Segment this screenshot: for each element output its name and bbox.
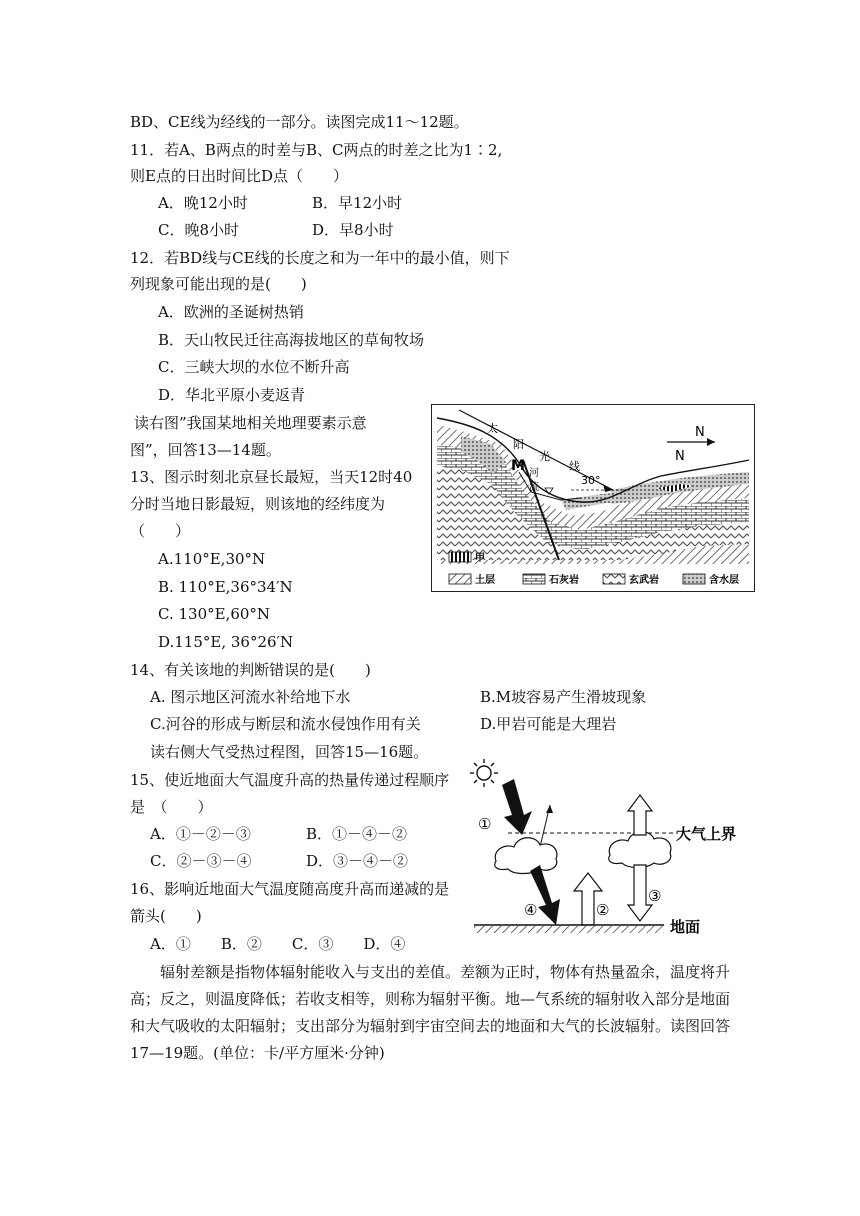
legend-soil-label: 土层	[475, 575, 495, 586]
q16-stem-line1: 16、影响近地面大气温度随高度升高而递减的是	[130, 880, 450, 898]
q15-option-c: C．②－③－④	[150, 852, 252, 870]
q11-option-b: B．早12小时	[312, 194, 403, 212]
q13-stem-line2: 分时当地日影最短，则该地的经纬度为	[130, 495, 386, 513]
q15-option-a: A．①－②－③	[150, 825, 251, 843]
q11-option-c: C．晚8小时	[158, 221, 240, 239]
legend-basalt-label: 玄武岩	[629, 575, 659, 586]
paragraph-line1: 辐射差额是指物体辐射能收入与支出的差值。差额为正时，物体有热量盈余，温度将升	[160, 963, 731, 981]
q12-stem-line2: 列现象可能出现的是( )	[130, 275, 307, 293]
legend-aquifer-label: 含水层	[709, 575, 739, 586]
legend-jia-label: 甲	[475, 553, 485, 564]
paragraph-line3: 和大气吸收的太阳辐射；支出部分为辐射到宇宙空间去的地面和大气的长波辐射。读图回答	[130, 1017, 731, 1035]
arrow-1-solar	[502, 779, 532, 835]
sun-ray-char-3: 光	[539, 450, 550, 463]
legend-aquifer-swatch	[683, 574, 705, 584]
ground-label: 地面	[670, 918, 701, 936]
q12-option-a: A．欧洲的圣诞树热销	[158, 303, 304, 321]
legend-basalt-swatch	[603, 574, 625, 584]
read2-line: 读右侧大气受热过程图，回答15—16题。	[150, 743, 429, 761]
river-char-2: 流	[529, 482, 539, 493]
ground-hatch	[474, 926, 664, 933]
legend-soil-swatch	[449, 574, 471, 584]
q14-option-a: A. 图示地区河流水补给地下水	[150, 688, 351, 706]
intro-line: BD、CE线为经线的一部分。读图完成11～12题。	[130, 113, 469, 131]
q16-stem-line2: 箭头( )	[130, 907, 202, 925]
q11-stem-line2: 则E点的日出时间比D点（ ）	[130, 167, 348, 185]
legend-limestone-label: 石灰岩	[549, 575, 579, 586]
north-label-2: N	[675, 449, 685, 464]
cloud-right-icon	[609, 832, 671, 868]
paragraph-line4: 17—19题。(单位：卡/平方厘米·分钟)	[130, 1044, 385, 1062]
sun-ray-char-1: 太	[487, 422, 498, 435]
q11-stem-line1: 11．若A、B两点的时差与B、C两点的时差之比为1∶2,	[130, 141, 503, 159]
legend-jia-swatch	[449, 552, 471, 562]
q15-stem-line2: 是 （ ）	[130, 798, 213, 816]
read1-line1: 读右图”我国某地相关地理要素示意	[134, 414, 367, 432]
slope-m-label: M	[511, 458, 525, 474]
q15-option-d: D．③－④－②	[306, 852, 409, 870]
arrow-3-up	[628, 795, 652, 835]
sun-ray-char-2: 阳	[513, 438, 524, 451]
q11-option-a: A．晚12小时	[158, 194, 248, 212]
q13-option-d: D.115°E, 36°26′N	[158, 633, 294, 651]
q13-stem-line1: 13、图示时刻北京昼长最短，当天12时40	[130, 468, 413, 486]
legend-limestone-swatch	[523, 574, 545, 584]
arrow-3-label: ③	[648, 887, 662, 905]
atmosphere-heating-figure	[468, 755, 768, 940]
atmosphere-top-label: 大气上界	[676, 825, 737, 843]
q14-option-b: B.M坡容易产生滑坡现象	[480, 688, 647, 706]
sun-ray-char-4: 线	[569, 460, 580, 473]
paragraph-line2: 高；反之，则温度降低；若收支相等，则称为辐射平衡。地—气系统的辐射收入部分是地面	[130, 990, 731, 1008]
q13-option-a: A.110°E,30°N	[158, 550, 266, 568]
q14-option-d: D.甲岩可能是大理岩	[480, 715, 617, 733]
q13-option-c: C. 130°E,60°N	[158, 605, 271, 623]
q13-stem-line3: （ ）	[130, 522, 191, 540]
sun-icon	[470, 759, 498, 787]
q12-stem-line1: 12．若BD线与CE线的长度之和为一年中的最小值，则下	[130, 249, 510, 267]
q11-option-d: D．早8小时	[312, 221, 394, 239]
arrow-4-label: ④	[524, 901, 538, 919]
q12-option-d: D．华北平原小麦返青	[158, 386, 306, 404]
q13-option-b: B. 110°E,36°34′N	[158, 578, 293, 596]
q12-option-c: C．三峡大坝的水位不断升高	[158, 358, 350, 376]
q16-options: A．① B．② C．③ D．④	[150, 935, 406, 953]
q12-option-b: B．天山牧民迁往高海拔地区的草甸牧场	[158, 331, 425, 349]
q15-option-b: B．①－④－②	[306, 825, 408, 843]
angle-label: 30°	[581, 474, 601, 487]
north-label-1: N	[695, 425, 705, 440]
geology-figure	[431, 404, 755, 592]
q15-stem-line1: 15、使近地面大气温度升高的热量传递过程顺序	[130, 771, 450, 789]
arrow-1-label: ①	[478, 815, 492, 833]
q14-option-c: C.河谷的形成与断层和流水侵蚀作用有关	[150, 715, 421, 733]
read1-line2: 图”，回答13—14题。	[130, 441, 281, 459]
arrow-2-label: ②	[596, 901, 610, 919]
cloud-left-icon	[495, 838, 557, 874]
q14-stem-line1: 14、有关该地的判断错误的是( )	[130, 661, 371, 679]
river-char-1: 河	[529, 468, 539, 479]
